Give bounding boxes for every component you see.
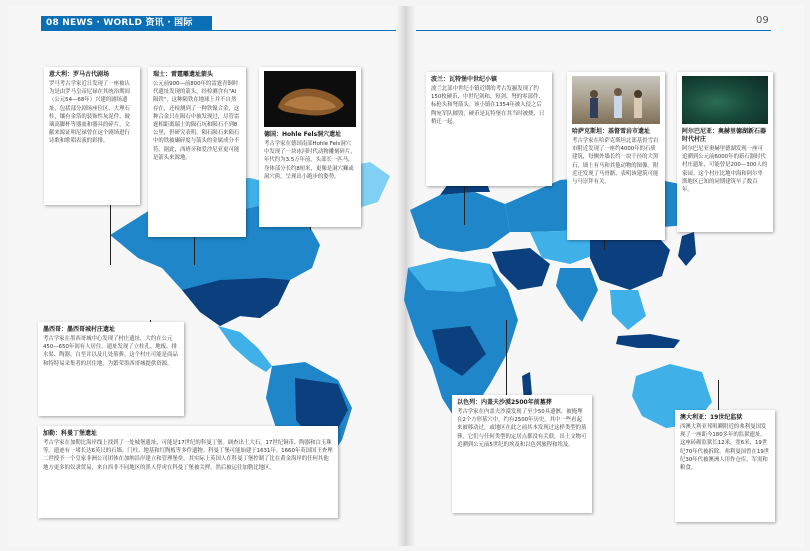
section-header: 08 NEWS · WORLD 资讯 · 国际 <box>41 16 212 30</box>
card-body: 考古学家在墨西哥城中心发现了村庄遗址，大约在公元450—650年间有人居住。遗址发现了立柱孔、地板、排水渠、陶器、白垩并以及几处墓葬。这个村庄可能是商品和特特易采集者的居住地，为繁荣墨西哥城提供资源。 <box>43 336 178 367</box>
card-body: 波兰北部中世纪小镇近期的考古发掘发现了约150枚硬币、中世纪剑和、短剑、弩的零部件、标枪头和弩箭头。该小镇在1354年被入侵之后陶宛军队摧毁，硬币是瓦特堡在其当时被烧、只稍迁一起。 <box>431 86 545 125</box>
news-card-albania <box>677 72 773 232</box>
card-body: 考古学家在加勒比海岸线上找到了一处城堡遗址，可能是17世纪的科曼丁堡。调查出土大石，17世纪铜币、陶器和白玉珠等。遗迹有一堵长达6英尺的石墙。门柱、地基和红陶板等多件遗物。科曼丁堡可能始建于1631年。1660年英国国王查理二世授予一个皇家非洲公司团体在加纳沿岸建立和管理堡垒，其实际上英国人在科曼丁堡控制了比在黄金海岸的任何其他地方更多的奴隶贸易，来自西非不同地区的黑人俘虏在科曼丁堡被关押，然后被运往加勒比地区。 <box>43 440 333 471</box>
card-body: 公元前900—前800年的雷霆青铜时代遗址发现的箭头，经检测含有"AI陨铁"，这种陨铁在地球上并不自然存在，还检测到了一种铁镍合金，这种合金只在陨石中被发现过，尽管雷霆相距离瑞士的陨石坑和陨石不到8公里，但研究表明，陨石陨石来陨石中的铁被碾碎度与箭头的金属成分不符。据此，西班牙和爱沙尼亚更可能是箭头来源地。 <box>153 81 240 161</box>
lake-aerial-photo <box>682 76 768 124</box>
card-body: 考古学家在德国南部Hohle Fels洞穴中发现了一块冰河时代动物雕刻碎片，年代约为3.5万年前，头部长一匹马，身体部分长约8厘米，更像是洞穴狮或洞穴熊，呈现出小跑步的姿势。 <box>264 141 356 180</box>
card-title: 加勒：科曼丁堡遗址 <box>43 430 98 437</box>
excavation-team-photo <box>572 76 660 124</box>
card-body: 阿尔巴尼亚奥赫里德湖发现一座可追溯到公元前6000年的新石器时代村庄遗址，可能曾是200—300人的家园。这个村庄比地中海和阿尔卑斯地区已知的同期建筑早了数百年。 <box>682 146 768 194</box>
card-body: 罗马考古学家近日发现了一座被认为是由罗马皇帝尼禄在其统治期间（公元54—68年）兴建的剧场遗址，包括部分剧场座位区、大理石柱，镶有金箔的装饰性灰泥件、玻璃高脚杯等器皿和器具的碎片，文献来源证明尼禄曾在这个剧场进行诗歌和歌唱表演的彩排。 <box>49 81 130 145</box>
card-body: 考古学家在哈萨克斯坦北部基督雪岩市附近发现了一座约4000年的石质建筑，每侧外墙长约一块千径的大黑石，墙上有马和其他动物的图像。附近还发现了马骨骼、表明该建筑可能与马崇拜有关。 <box>572 138 659 186</box>
card-title: 以色列：内盖夫沙漠2500年前墓葬 <box>457 399 552 406</box>
map-india <box>556 268 598 322</box>
leader-line-poland <box>464 185 465 225</box>
card-title: 阿尔巴尼亚：奥赫里德湖新石器时代村庄 <box>682 128 767 143</box>
leader-line-swiss <box>194 235 195 265</box>
leader-line-israel <box>506 320 507 395</box>
map-japan <box>678 232 696 266</box>
card-title: 澳大利亚：19世纪监狱 <box>680 414 743 421</box>
news-card-swiss <box>148 67 246 237</box>
people-icon <box>572 76 660 124</box>
map-europe <box>410 192 510 252</box>
card-title: 意大利：罗马古代剧场 <box>49 71 110 78</box>
news-card-poland <box>426 72 552 186</box>
card-title: 波兰：瓦特堡中世纪小镇 <box>431 76 498 83</box>
card-body: 考古学家在内盖夫沙漠发现了至少50具遗骸，被掩埋在2个方形墓穴中，约有2500年历史。其中一些看起来被移动过，或地区在此之前其本发现过这样类型的墓葬，它们与任何类型的定居点都没有关联，出土文物可追溯到公元前5世纪的埃及和以色列旅程和埃及。 <box>457 409 587 448</box>
news-card-israel <box>452 395 592 513</box>
horse-carving-icon <box>264 71 356 127</box>
map-central-america <box>218 326 272 372</box>
map-southeast-asia <box>610 290 646 330</box>
card-title: 瑞士：雷霆雕遗址箭头 <box>153 71 214 78</box>
leader-line-australia <box>718 380 719 410</box>
leader-line-italy <box>110 205 111 265</box>
header-rule-right <box>416 30 771 31</box>
news-card-australia <box>675 410 775 522</box>
map-indonesia <box>616 334 680 348</box>
page-number-right: 09 <box>756 15 769 26</box>
card-title: 墨西哥：墨西哥城村庄遗址 <box>43 326 116 333</box>
horse-carving-photo <box>264 71 356 127</box>
card-title: 哈萨克斯坦：基督雪岩市遗址 <box>572 128 651 135</box>
card-body: 西澳大利亚邦咀瞬附近的弗利曼国发现了一座距今180多年的监狱遗址。这座砖砌监狱长12米，宽6米，19世纪70年代被拆除。弗利曼国曾在19世纪30年代被澳洲人用作仓库、军需和粮食。 <box>680 424 770 472</box>
news-card-caribbean <box>38 426 338 518</box>
news-card-mexico <box>38 322 184 416</box>
news-card-kazakhstan <box>567 72 665 240</box>
news-card-germany <box>259 67 361 227</box>
news-card-italy <box>44 67 140 205</box>
header-rule-left <box>41 30 396 31</box>
card-title: 德国：Hohle Fels洞穴遗址 <box>264 131 342 138</box>
